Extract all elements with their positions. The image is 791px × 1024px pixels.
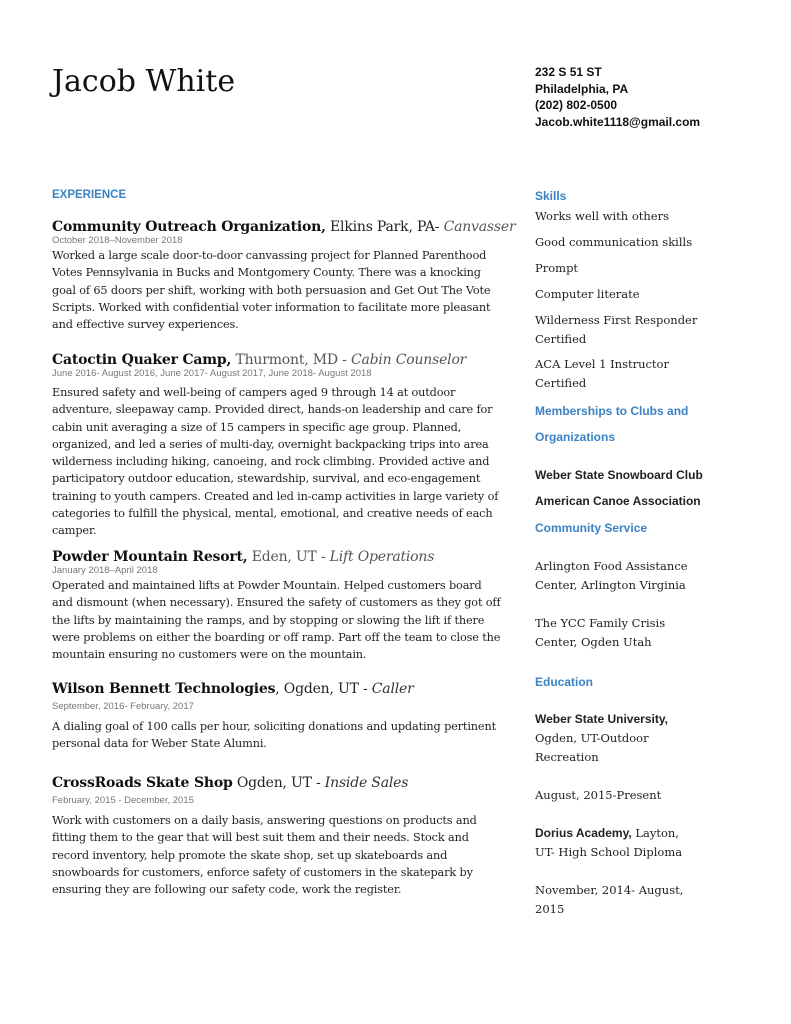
memberships-heading: Memberships to Clubs and	[535, 404, 689, 418]
job-org: Community Outreach Organization,	[52, 219, 326, 235]
job-dates: September, 2016- February, 2017	[52, 701, 194, 712]
education-dates: August, 2015-Present	[535, 788, 662, 802]
skill-item: Wilderness First Responder Certified	[535, 313, 698, 346]
job-location: Ogden, UT -	[232, 775, 325, 791]
job-entry	[52, 681, 502, 753]
education-entry	[535, 824, 695, 862]
job-org: Powder Mountain Resort,	[52, 549, 248, 565]
skill-item: ACA Level 1 Instructor Certified	[535, 357, 669, 390]
job-title	[52, 681, 502, 697]
job-dates: October 2018–November 2018	[52, 235, 183, 246]
job-entry	[52, 775, 502, 898]
experience-heading: EXPERIENCE	[52, 189, 127, 201]
job-description: Operated and maintained lifts at Powder Mountain. Helped customers board and dismount (when necessary). Ensured the safety of customers as they got off the lifts by maintaining the ramps, and by stopping or slowing the lift if there were problems on either the boarding or off ramp. Part off the team to close the mountain ensuring no customers were on the mountain.	[52, 579, 501, 662]
skills-heading: Skills	[535, 189, 567, 203]
service-item: Arlington Food Assistance Center, Arlington Virginia	[535, 559, 688, 592]
job-org: Wilson Bennett Technologies	[52, 681, 276, 697]
skill-item: Computer literate	[535, 287, 640, 301]
education-dates: November, 2014- August, 2015	[535, 883, 684, 916]
phone-number: (202) 802-0500	[535, 98, 618, 112]
job-entry	[52, 219, 516, 333]
job-location: Elkins Park, PA-	[325, 219, 444, 235]
job-dates: June 2016- August 2016, June 2017- August 2017, June 2018- August 2018	[52, 368, 372, 379]
address-line-1: 232 S 51 ST	[535, 65, 602, 79]
job-role: Caller	[371, 681, 414, 697]
job-role: Canvasser	[443, 219, 516, 235]
candidate-name: Jacob White	[52, 64, 236, 99]
school-detail: Layton, UT- High School Diploma	[535, 826, 683, 859]
community-service-heading: Community Service	[535, 521, 648, 535]
job-role: Inside Sales	[324, 775, 409, 791]
job-role: Lift Operations	[329, 549, 435, 565]
job-title	[52, 219, 516, 235]
job-title	[52, 775, 502, 791]
job-entry	[52, 352, 502, 540]
job-description: A dialing goal of 100 calls per hour, soliciting donations and updating pertinent personal data for Weber State Alumni.	[52, 720, 496, 751]
job-description: Worked a large scale door-to-door canvassing project for Planned Parenthood Votes Pennsylvania in Bucks and Montgomery County. There was a knocking goal of 65 doors per shift, working with both persuasion and Get Out The Vote Scripts. Worked with confidential voter information to facilitate more pleasant and effective survey experiences.	[52, 249, 491, 332]
job-description: Ensured safety and well-being of campers aged 9 through 14 at outdoor adventure, sleepaway camp. Provided direct, hands-on leadership and care for cabin unit averaging a size of 15 campers in specific age group. Planned, organized, and led a series of multi-day, overnight backpacking trips into area wilderness including hiking, canoeing, and rock climbing. Provided active and participatory outdoor education, stewardship, survival, and eco-engagement training to youth campers. Created and led in-camp activities in large variety of categories to fulfill the physical, mental, emotional, and creative needs of each camper.	[52, 386, 499, 538]
job-location: Thurmont, MD -	[231, 352, 351, 368]
job-entry	[52, 549, 502, 663]
job-title	[52, 352, 502, 368]
skill-item: Good communication skills	[535, 235, 693, 249]
school-name: Weber State University,	[535, 712, 668, 726]
memberships-heading-cont: Organizations	[535, 430, 616, 444]
job-location: , Ogden, UT -	[275, 681, 372, 697]
school-name: Dorius Academy,	[535, 826, 632, 840]
membership-item: American Canoe Association	[535, 494, 701, 508]
education-entry	[535, 710, 685, 767]
skill-item: Works well with others	[535, 209, 670, 223]
job-title	[52, 549, 502, 565]
job-dates: January 2018–April 2018	[52, 565, 158, 576]
service-item: The YCC Family Crisis Center, Ogden Utah	[535, 616, 666, 649]
job-dates: February, 2015 - December, 2015	[52, 795, 194, 806]
address-line-2: Philadelphia, PA	[535, 81, 629, 96]
email-address[interactable]: Jacob.white1118@gmail.com	[535, 114, 701, 129]
skill-item: Prompt	[535, 261, 579, 275]
membership-item: Weber State Snowboard Club	[535, 468, 703, 482]
contact-block	[535, 64, 700, 130]
school-detail: Ogden, UT-Outdoor Recreation	[535, 731, 649, 764]
education-heading: Education	[535, 675, 594, 689]
job-role: Cabin Counselor	[350, 352, 467, 368]
job-org: Catoctin Quaker Camp,	[52, 352, 232, 368]
job-description: Work with customers on a daily basis, answering questions on products and fitting them to the gear that will best suit them and their needs. Stock and record inventory, help promote the skate shop, set up skateboards and snowboards for customers, enforce safety of customers in the skatepark by ensuring they are following our safety code, work the register.	[52, 814, 477, 897]
job-location: Eden, UT -	[247, 549, 330, 565]
job-org: CrossRoads Skate Shop	[52, 775, 233, 791]
